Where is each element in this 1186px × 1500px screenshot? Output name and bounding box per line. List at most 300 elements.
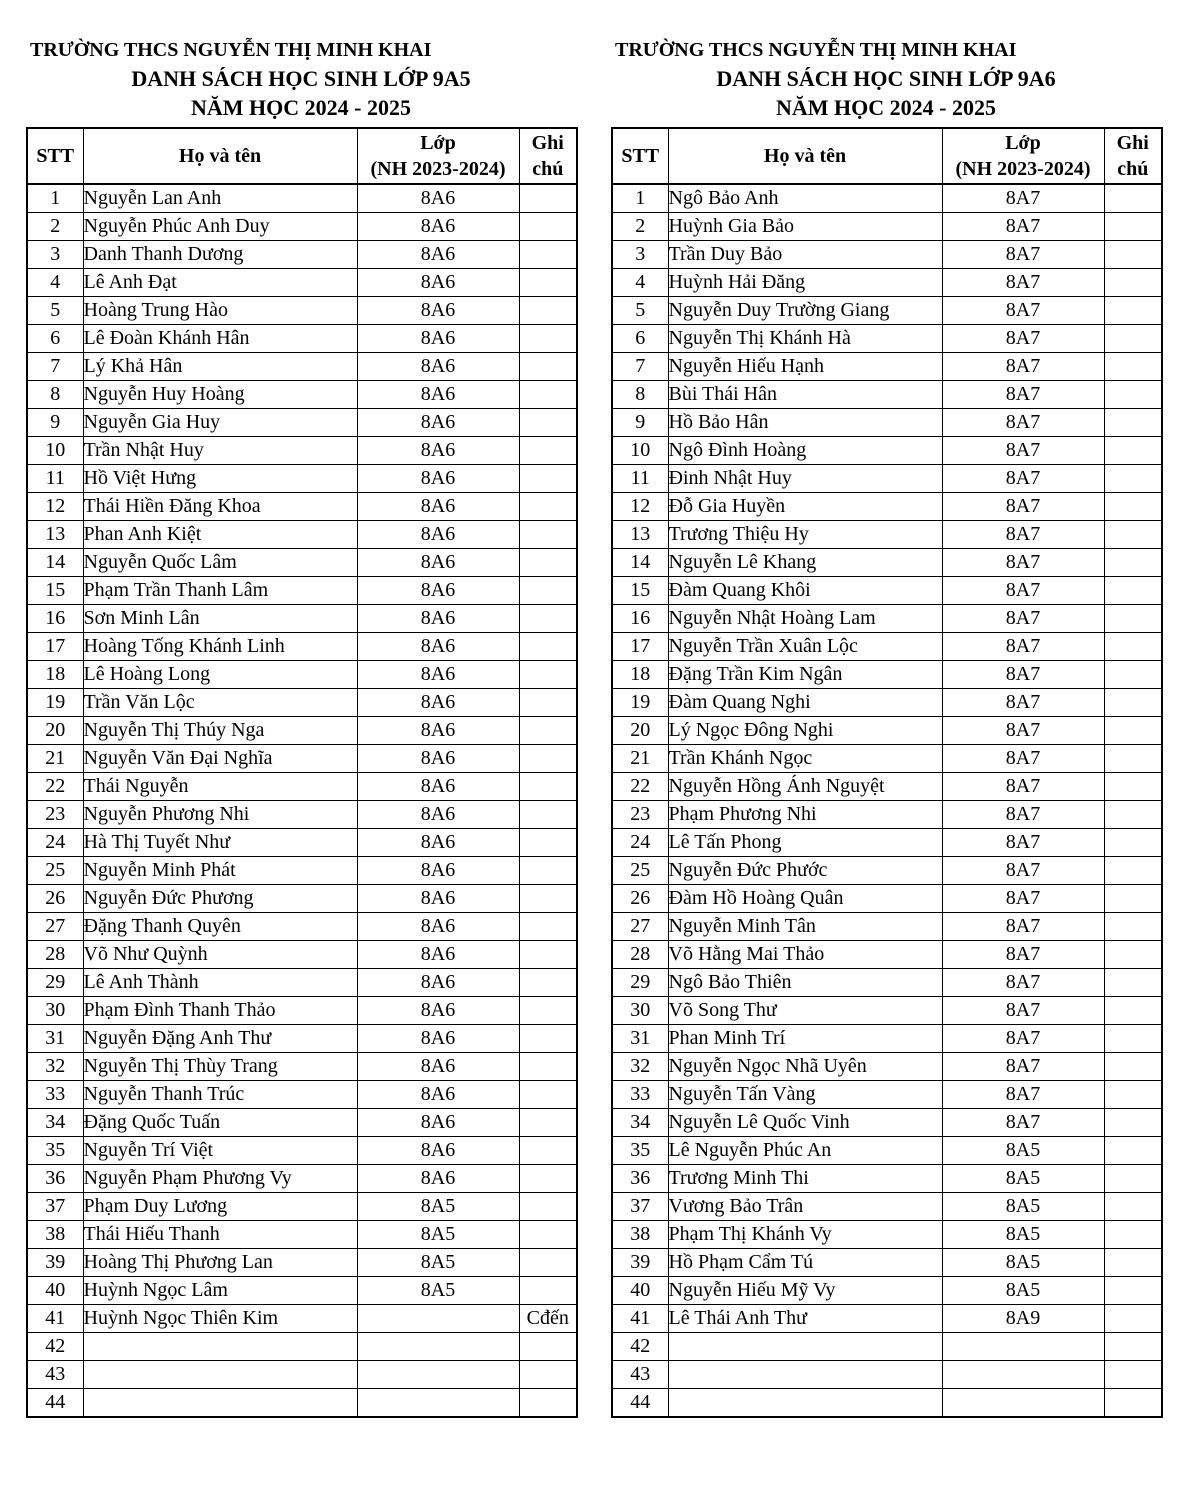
note-cell — [1104, 297, 1162, 325]
row-number: 22 — [612, 773, 668, 801]
note-cell — [519, 549, 577, 577]
row-number: 42 — [27, 1333, 83, 1361]
previous-class: 8A7 — [942, 493, 1104, 521]
student-name: Võ Song Thư — [668, 997, 942, 1025]
table-header-row — [27, 128, 577, 184]
header-note: Ghi chú — [1104, 128, 1162, 184]
note-cell — [519, 1277, 577, 1305]
table-row — [27, 241, 577, 269]
note-cell — [519, 577, 577, 605]
table-row — [612, 1361, 1162, 1389]
table-row — [27, 493, 577, 521]
note-cell — [1104, 1221, 1162, 1249]
school-name: TRƯỜNG THCS NGUYỄN THỊ MINH KHAI — [30, 39, 432, 61]
row-number: 12 — [612, 493, 668, 521]
previous-class: 8A7 — [942, 829, 1104, 857]
row-number: 21 — [612, 745, 668, 773]
student-name: Lê Đoàn Khánh Hân — [83, 325, 357, 353]
row-number: 5 — [612, 297, 668, 325]
note-cell — [1104, 1193, 1162, 1221]
table-row — [27, 353, 577, 381]
previous-class: 8A6 — [357, 353, 519, 381]
note-cell — [519, 297, 577, 325]
student-name: Trương Thiệu Hy — [668, 521, 942, 549]
table-row — [27, 913, 577, 941]
row-number: 1 — [612, 184, 668, 213]
student-name: Bùi Thái Hân — [668, 381, 942, 409]
row-number: 6 — [27, 325, 83, 353]
student-name: Nguyễn Đặng Anh Thư — [83, 1025, 357, 1053]
row-number: 43 — [27, 1361, 83, 1389]
row-number: 14 — [612, 549, 668, 577]
note-cell — [519, 857, 577, 885]
row-number: 30 — [27, 997, 83, 1025]
previous-class: 8A7 — [942, 913, 1104, 941]
previous-class: 8A6 — [357, 241, 519, 269]
note-cell — [1104, 1277, 1162, 1305]
row-number: 34 — [612, 1109, 668, 1137]
previous-class — [357, 1389, 519, 1418]
note-cell — [519, 1361, 577, 1389]
header-stt: STT — [27, 128, 83, 184]
student-name: Đặng Quốc Tuấn — [83, 1109, 357, 1137]
row-number: 7 — [27, 353, 83, 381]
row-number: 14 — [27, 549, 83, 577]
row-number: 19 — [27, 689, 83, 717]
note-cell — [519, 1333, 577, 1361]
table-row — [27, 1137, 577, 1165]
row-number: 26 — [27, 885, 83, 913]
note-cell — [1104, 241, 1162, 269]
previous-class: 8A6 — [357, 1109, 519, 1137]
roster-panel-9a6 — [611, 36, 1161, 1418]
row-number: 20 — [612, 717, 668, 745]
row-number: 9 — [612, 409, 668, 437]
note-cell — [519, 241, 577, 269]
note-cell — [1104, 857, 1162, 885]
row-number: 31 — [612, 1025, 668, 1053]
student-name: Nguyễn Minh Tân — [668, 913, 942, 941]
row-number: 27 — [612, 913, 668, 941]
table-row — [612, 857, 1162, 885]
previous-class: 8A6 — [357, 633, 519, 661]
table-row — [27, 1193, 577, 1221]
note-cell — [1104, 773, 1162, 801]
previous-class: 8A7 — [942, 745, 1104, 773]
note-cell — [1104, 997, 1162, 1025]
row-number: 39 — [27, 1249, 83, 1277]
student-name: Phan Minh Trí — [668, 1025, 942, 1053]
table-row — [612, 549, 1162, 577]
table-row — [612, 297, 1162, 325]
table-row — [612, 913, 1162, 941]
previous-class: 8A7 — [942, 885, 1104, 913]
previous-class: 8A7 — [942, 325, 1104, 353]
table-row — [612, 1193, 1162, 1221]
row-number: 8 — [27, 381, 83, 409]
student-name: Sơn Minh Lân — [83, 605, 357, 633]
previous-class: 8A6 — [357, 521, 519, 549]
student-name: Lê Anh Đạt — [83, 269, 357, 297]
table-row — [612, 997, 1162, 1025]
previous-class — [357, 1305, 519, 1333]
row-number: 3 — [612, 241, 668, 269]
previous-class: 8A7 — [942, 577, 1104, 605]
row-number: 13 — [27, 521, 83, 549]
student-name: Lê Nguyễn Phúc An — [668, 1137, 942, 1165]
row-number: 24 — [27, 829, 83, 857]
previous-class: 8A6 — [357, 997, 519, 1025]
student-name: Hoàng Tống Khánh Linh — [83, 633, 357, 661]
note-cell — [1104, 1025, 1162, 1053]
student-table — [611, 127, 1163, 1418]
note-cell — [1104, 1249, 1162, 1277]
student-table — [26, 127, 578, 1418]
note-cell: Cđến — [519, 1305, 577, 1333]
previous-class: 8A6 — [357, 913, 519, 941]
table-row — [612, 633, 1162, 661]
previous-class: 8A5 — [942, 1277, 1104, 1305]
row-number: 15 — [612, 577, 668, 605]
row-number: 2 — [27, 213, 83, 241]
note-cell — [519, 465, 577, 493]
student-name: Võ Như Quỳnh — [83, 941, 357, 969]
previous-class: 8A6 — [357, 465, 519, 493]
note-cell — [1104, 829, 1162, 857]
previous-class: 8A6 — [357, 605, 519, 633]
note-cell — [519, 773, 577, 801]
previous-class: 8A5 — [942, 1165, 1104, 1193]
row-number: 42 — [612, 1333, 668, 1361]
student-name — [668, 1361, 942, 1389]
student-name: Đặng Trần Kim Ngân — [668, 661, 942, 689]
table-row — [612, 1389, 1162, 1418]
row-number: 33 — [27, 1081, 83, 1109]
note-cell — [519, 633, 577, 661]
student-name: Nguyễn Phúc Anh Duy — [83, 213, 357, 241]
note-cell — [519, 1137, 577, 1165]
row-number: 30 — [612, 997, 668, 1025]
student-name: Trần Nhật Huy — [83, 437, 357, 465]
table-row — [612, 269, 1162, 297]
previous-class: 8A7 — [942, 801, 1104, 829]
note-cell — [1104, 1109, 1162, 1137]
student-name: Huỳnh Hải Đăng — [668, 269, 942, 297]
student-name: Hoàng Thị Phương Lan — [83, 1249, 357, 1277]
student-name — [83, 1389, 357, 1418]
previous-class: 8A6 — [357, 829, 519, 857]
previous-class: 8A6 — [357, 549, 519, 577]
row-number: 10 — [27, 437, 83, 465]
student-name: Nguyễn Lê Quốc Vinh — [668, 1109, 942, 1137]
header-name: Họ và tên — [83, 128, 357, 184]
table-row — [27, 1081, 577, 1109]
list-title: DANH SÁCH HỌC SINH LỚP 9A5 — [131, 66, 471, 91]
table-row — [27, 1277, 577, 1305]
previous-class: 8A5 — [942, 1137, 1104, 1165]
row-number: 35 — [612, 1137, 668, 1165]
student-name: Trương Minh Thi — [668, 1165, 942, 1193]
student-name: Trần Văn Lộc — [83, 689, 357, 717]
student-name: Nguyễn Minh Phát — [83, 857, 357, 885]
row-number: 44 — [612, 1389, 668, 1418]
header-class: Lớp (NH 2023-2024) — [357, 128, 519, 184]
note-cell — [519, 409, 577, 437]
row-number: 2 — [612, 213, 668, 241]
previous-class: 8A6 — [357, 857, 519, 885]
previous-class: 8A7 — [942, 941, 1104, 969]
previous-class: 8A6 — [357, 409, 519, 437]
previous-class: 8A7 — [942, 717, 1104, 745]
student-name: Ngô Bảo Thiên — [668, 969, 942, 997]
note-cell — [1104, 577, 1162, 605]
previous-class: 8A7 — [942, 353, 1104, 381]
note-cell — [519, 689, 577, 717]
student-name: Nguyễn Quốc Lâm — [83, 549, 357, 577]
table-row — [612, 661, 1162, 689]
table-row — [27, 717, 577, 745]
student-name: Nguyễn Gia Huy — [83, 409, 357, 437]
student-name: Võ Hằng Mai Thảo — [668, 941, 942, 969]
row-number: 44 — [27, 1389, 83, 1418]
previous-class: 8A7 — [942, 269, 1104, 297]
row-number: 12 — [27, 493, 83, 521]
previous-class: 8A7 — [942, 213, 1104, 241]
note-cell — [519, 521, 577, 549]
note-cell — [519, 437, 577, 465]
previous-class: 8A7 — [942, 1081, 1104, 1109]
note-cell — [1104, 745, 1162, 773]
student-name: Nguyễn Đức Phương — [83, 885, 357, 913]
student-name: Nguyễn Nhật Hoàng Lam — [668, 605, 942, 633]
student-name: Nguyễn Trí Việt — [83, 1137, 357, 1165]
table-row — [27, 184, 577, 213]
school-year: NĂM HỌC 2024 - 2025 — [191, 95, 411, 120]
row-number: 17 — [612, 633, 668, 661]
row-number: 15 — [27, 577, 83, 605]
note-cell — [1104, 1165, 1162, 1193]
table-row — [612, 1109, 1162, 1137]
student-name: Thái Nguyễn — [83, 773, 357, 801]
note-cell — [519, 1389, 577, 1418]
student-name: Nguyễn Hồng Ánh Nguyệt — [668, 773, 942, 801]
previous-class: 8A6 — [357, 1081, 519, 1109]
table-row — [612, 1277, 1162, 1305]
table-row — [612, 745, 1162, 773]
student-name: Hoàng Trung Hào — [83, 297, 357, 325]
table-row — [27, 1361, 577, 1389]
row-number: 27 — [27, 913, 83, 941]
student-name: Nguyễn Lê Khang — [668, 549, 942, 577]
table-row — [27, 381, 577, 409]
previous-class: 8A7 — [942, 857, 1104, 885]
student-name: Phạm Phương Nhi — [668, 801, 942, 829]
student-name: Lê Thái Anh Thư — [668, 1305, 942, 1333]
row-number: 37 — [27, 1193, 83, 1221]
row-number: 37 — [612, 1193, 668, 1221]
row-number: 4 — [612, 269, 668, 297]
student-name: Trần Khánh Ngọc — [668, 745, 942, 773]
table-row — [612, 184, 1162, 213]
student-name: Đặng Thanh Quyên — [83, 913, 357, 941]
previous-class: 8A7 — [942, 1109, 1104, 1137]
table-row — [612, 241, 1162, 269]
note-cell — [1104, 409, 1162, 437]
table-row — [27, 605, 577, 633]
table-row — [27, 1249, 577, 1277]
previous-class: 8A5 — [357, 1221, 519, 1249]
table-row — [612, 521, 1162, 549]
note-cell — [1104, 801, 1162, 829]
table-row — [27, 213, 577, 241]
note-cell — [1104, 325, 1162, 353]
student-name: Đinh Nhật Huy — [668, 465, 942, 493]
table-row — [27, 521, 577, 549]
student-name: Đỗ Gia Huyền — [668, 493, 942, 521]
table-row — [612, 829, 1162, 857]
table-row — [612, 885, 1162, 913]
note-cell — [1104, 1305, 1162, 1333]
row-number: 29 — [27, 969, 83, 997]
table-row — [612, 801, 1162, 829]
row-number: 28 — [612, 941, 668, 969]
table-row — [612, 689, 1162, 717]
row-number: 28 — [27, 941, 83, 969]
table-row — [27, 661, 577, 689]
row-number: 19 — [612, 689, 668, 717]
note-cell — [519, 1221, 577, 1249]
note-cell — [519, 1165, 577, 1193]
table-row — [612, 1053, 1162, 1081]
table-row — [612, 605, 1162, 633]
table-row — [27, 465, 577, 493]
note-cell — [1104, 605, 1162, 633]
header-name: Họ và tên — [668, 128, 942, 184]
table-row — [612, 437, 1162, 465]
table-row — [27, 1025, 577, 1053]
student-name: Nguyễn Phương Nhi — [83, 801, 357, 829]
note-cell — [1104, 521, 1162, 549]
student-name: Nguyễn Ngọc Nhã Uyên — [668, 1053, 942, 1081]
previous-class: 8A7 — [942, 773, 1104, 801]
row-number: 17 — [27, 633, 83, 661]
table-row — [27, 997, 577, 1025]
header-note: Ghi chú — [519, 128, 577, 184]
previous-class: 8A6 — [357, 773, 519, 801]
header-stt: STT — [612, 128, 668, 184]
table-row — [27, 773, 577, 801]
note-cell — [519, 353, 577, 381]
note-cell — [1104, 549, 1162, 577]
row-number: 36 — [612, 1165, 668, 1193]
table-row — [27, 857, 577, 885]
table-row — [612, 969, 1162, 997]
table-row — [612, 1333, 1162, 1361]
row-number: 38 — [612, 1221, 668, 1249]
previous-class: 8A6 — [357, 1165, 519, 1193]
table-row — [612, 1165, 1162, 1193]
table-body — [27, 184, 577, 1417]
row-number: 38 — [27, 1221, 83, 1249]
previous-class: 8A7 — [942, 661, 1104, 689]
row-number: 41 — [27, 1305, 83, 1333]
previous-class: 8A7 — [942, 381, 1104, 409]
table-row — [612, 353, 1162, 381]
table-row — [27, 1053, 577, 1081]
note-cell — [1104, 493, 1162, 521]
row-number: 1 — [27, 184, 83, 213]
student-name: Ngô Bảo Anh — [668, 184, 942, 213]
previous-class — [357, 1333, 519, 1361]
previous-class: 8A6 — [357, 689, 519, 717]
previous-class: 8A5 — [942, 1221, 1104, 1249]
row-number: 32 — [27, 1053, 83, 1081]
previous-class: 8A6 — [357, 941, 519, 969]
previous-class: 8A7 — [942, 997, 1104, 1025]
note-cell — [1104, 213, 1162, 241]
note-cell — [519, 269, 577, 297]
note-cell — [519, 913, 577, 941]
table-row — [27, 269, 577, 297]
table-row — [27, 745, 577, 773]
row-number: 13 — [612, 521, 668, 549]
student-name: Nguyễn Thị Khánh Hà — [668, 325, 942, 353]
previous-class: 8A6 — [357, 325, 519, 353]
previous-class: 8A6 — [357, 213, 519, 241]
note-cell — [1104, 437, 1162, 465]
previous-class: 8A5 — [357, 1277, 519, 1305]
student-name: Đàm Quang Nghi — [668, 689, 942, 717]
student-name: Nguyễn Phạm Phương Vy — [83, 1165, 357, 1193]
row-number: 31 — [27, 1025, 83, 1053]
previous-class: 8A6 — [357, 969, 519, 997]
table-row — [27, 941, 577, 969]
student-name: Hà Thị Tuyết Như — [83, 829, 357, 857]
table-row — [612, 213, 1162, 241]
student-name: Nguyễn Hiếu Mỹ Vy — [668, 1277, 942, 1305]
previous-class: 8A6 — [357, 1025, 519, 1053]
student-name — [668, 1333, 942, 1361]
row-number: 25 — [27, 857, 83, 885]
student-name — [83, 1361, 357, 1389]
table-row — [612, 717, 1162, 745]
previous-class: 8A7 — [942, 549, 1104, 577]
previous-class: 8A5 — [357, 1249, 519, 1277]
note-cell — [1104, 913, 1162, 941]
note-cell — [1104, 1361, 1162, 1389]
table-row — [612, 465, 1162, 493]
table-row — [27, 801, 577, 829]
previous-class: 8A7 — [942, 689, 1104, 717]
previous-class: 8A9 — [942, 1305, 1104, 1333]
note-cell — [519, 997, 577, 1025]
student-name: Nguyễn Trần Xuân Lộc — [668, 633, 942, 661]
previous-class: 8A6 — [357, 717, 519, 745]
row-number: 22 — [27, 773, 83, 801]
note-cell — [1104, 633, 1162, 661]
table-row — [612, 1025, 1162, 1053]
student-name: Trần Duy Bảo — [668, 241, 942, 269]
table-row — [612, 1221, 1162, 1249]
roster-panel-9a5 — [26, 36, 576, 1418]
row-number: 33 — [612, 1081, 668, 1109]
student-name: Huỳnh Gia Bảo — [668, 213, 942, 241]
note-cell — [1104, 717, 1162, 745]
note-cell — [1104, 1137, 1162, 1165]
row-number: 32 — [612, 1053, 668, 1081]
note-cell — [1104, 885, 1162, 913]
row-number: 16 — [27, 605, 83, 633]
